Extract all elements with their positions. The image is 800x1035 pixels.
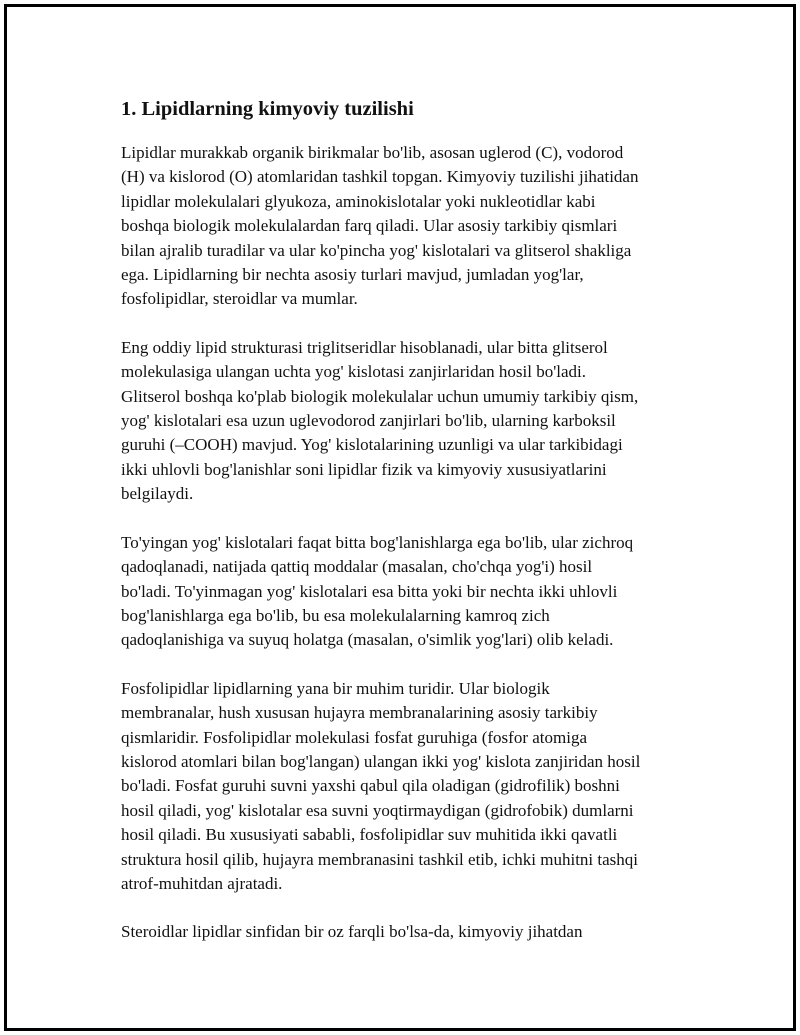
page-content bbox=[121, 95, 693, 969]
text-line: boshqa biologik molekulalardan farq qiladi. Ular asosiy tarkibiy qismlari bbox=[121, 216, 618, 236]
text-line: guruhi (–COOH) mavjud. Yog' kislotalarining uzunligi va ular tarkibidagi bbox=[121, 435, 623, 455]
text-line: To'yingan yog' kislotalari faqat bitta bog'lanishlarga ega bo'lib, ular zichroq bbox=[121, 532, 634, 552]
paragraph bbox=[121, 920, 693, 944]
text-line: qadoqlanishiga va suyuq holatga (masalan, o'simlik yog'lari) olib keladi. bbox=[121, 630, 614, 650]
text-line: bo'ladi. To'yinmagan yog' kislotalari esa bitta yoki bir nechta ikki uhlovli bbox=[121, 581, 618, 601]
text-line: qismlaridir. Fosfolipidlar molekulasi fosfat guruhiga (fosfor atomiga bbox=[121, 727, 587, 747]
body-text bbox=[121, 141, 693, 945]
text-line: ikki uhlovli bog'lanishlar soni lipidlar fizik va kimyoviy xususiyatlarini bbox=[121, 459, 607, 479]
text-line: bo'ladi. Fosfat guruhi suvni yaxshi qabul qila oladigan (gidrofilik) boshni bbox=[121, 776, 620, 796]
text-line: qadoqlanadi, natijada qattiq moddalar (masalan, cho'chqa yog'i) hosil bbox=[121, 557, 593, 577]
paragraph bbox=[121, 141, 693, 312]
section-heading: 1. Lipidlarning kimyoviy tuzilishi bbox=[121, 98, 414, 120]
text-line: lipidlar molekulalari glyukoza, aminokislotalar yoki nukleotidlar kabi bbox=[121, 191, 596, 211]
text-line: fosfolipidlar, steroidlar va mumlar. bbox=[121, 289, 358, 309]
text-line: Lipidlar murakkab organik birikmalar bo'lib, asosan uglerod (C), vodorod bbox=[121, 143, 624, 162]
page-frame bbox=[4, 4, 796, 1031]
text-line: Eng oddiy lipid strukturasi triglitseridlar hisoblanadi, ular bitta glitserol bbox=[121, 337, 608, 357]
text-line: molekulasiga ulangan uchta yog' kislotasi zanjirlaridan hosil bo'ladi. bbox=[121, 362, 587, 382]
text-line: bog'lanishlarga ega bo'lib, bu esa molekulalarning kamroq zich bbox=[121, 605, 550, 625]
paragraph bbox=[121, 336, 693, 507]
text-line: atrof-muhitdan ajratadi. bbox=[121, 873, 283, 893]
text-line: bilan ajralib turadilar va ular ko'pincha yog' kislotalari va glitserol shakliga bbox=[121, 240, 632, 260]
text-line: struktura hosil qilib, hujayra membranasini tashkil etib, ichki muhitni tashqi bbox=[121, 849, 639, 869]
text-line: yog' kislotalari esa uzun uglevodorod zanjirlari bo'lib, ularning karboksil bbox=[121, 411, 616, 431]
text-line: kislorod atomlari bilan bog'langan) ulangan ikki yog' kislota zanjiridan hosil bbox=[121, 751, 641, 771]
text-line: (H) va kislorod (O) atomlaridan tashkil topgan. Kimyoviy tuzilishi jihatidan bbox=[121, 167, 639, 187]
text-line: Fosfolipidlar lipidlarning yana bir muhim turidir. Ular biologik bbox=[121, 678, 550, 698]
paragraph bbox=[121, 677, 693, 897]
text-line: Steroidlar lipidlar sinfidan bir oz farqli bo'lsa-da, kimyoviy jihatdan bbox=[121, 922, 583, 942]
text-line: belgilaydi. bbox=[121, 484, 194, 504]
text-line: ega. Lipidlarning bir nechta asosiy turlari mavjud, jumladan yog'lar, bbox=[121, 265, 584, 285]
text-line: hosil qiladi, yog' kislotalar esa suvni yoqtirmaydigan (gidrofobik) dumlarni bbox=[121, 800, 634, 820]
paragraph bbox=[121, 531, 693, 653]
text-line: Glitserol boshqa ko'plab biologik molekulalar uchun umumiy tarkibiy qism, bbox=[121, 386, 639, 406]
text-line: hosil qiladi. Bu xususiyati sababli, fosfolipidlar suv muhitida ikki qavatli bbox=[121, 825, 618, 845]
text-line: membranalar, hush xususan hujayra membranalarining asosiy tarkibiy bbox=[121, 703, 598, 723]
